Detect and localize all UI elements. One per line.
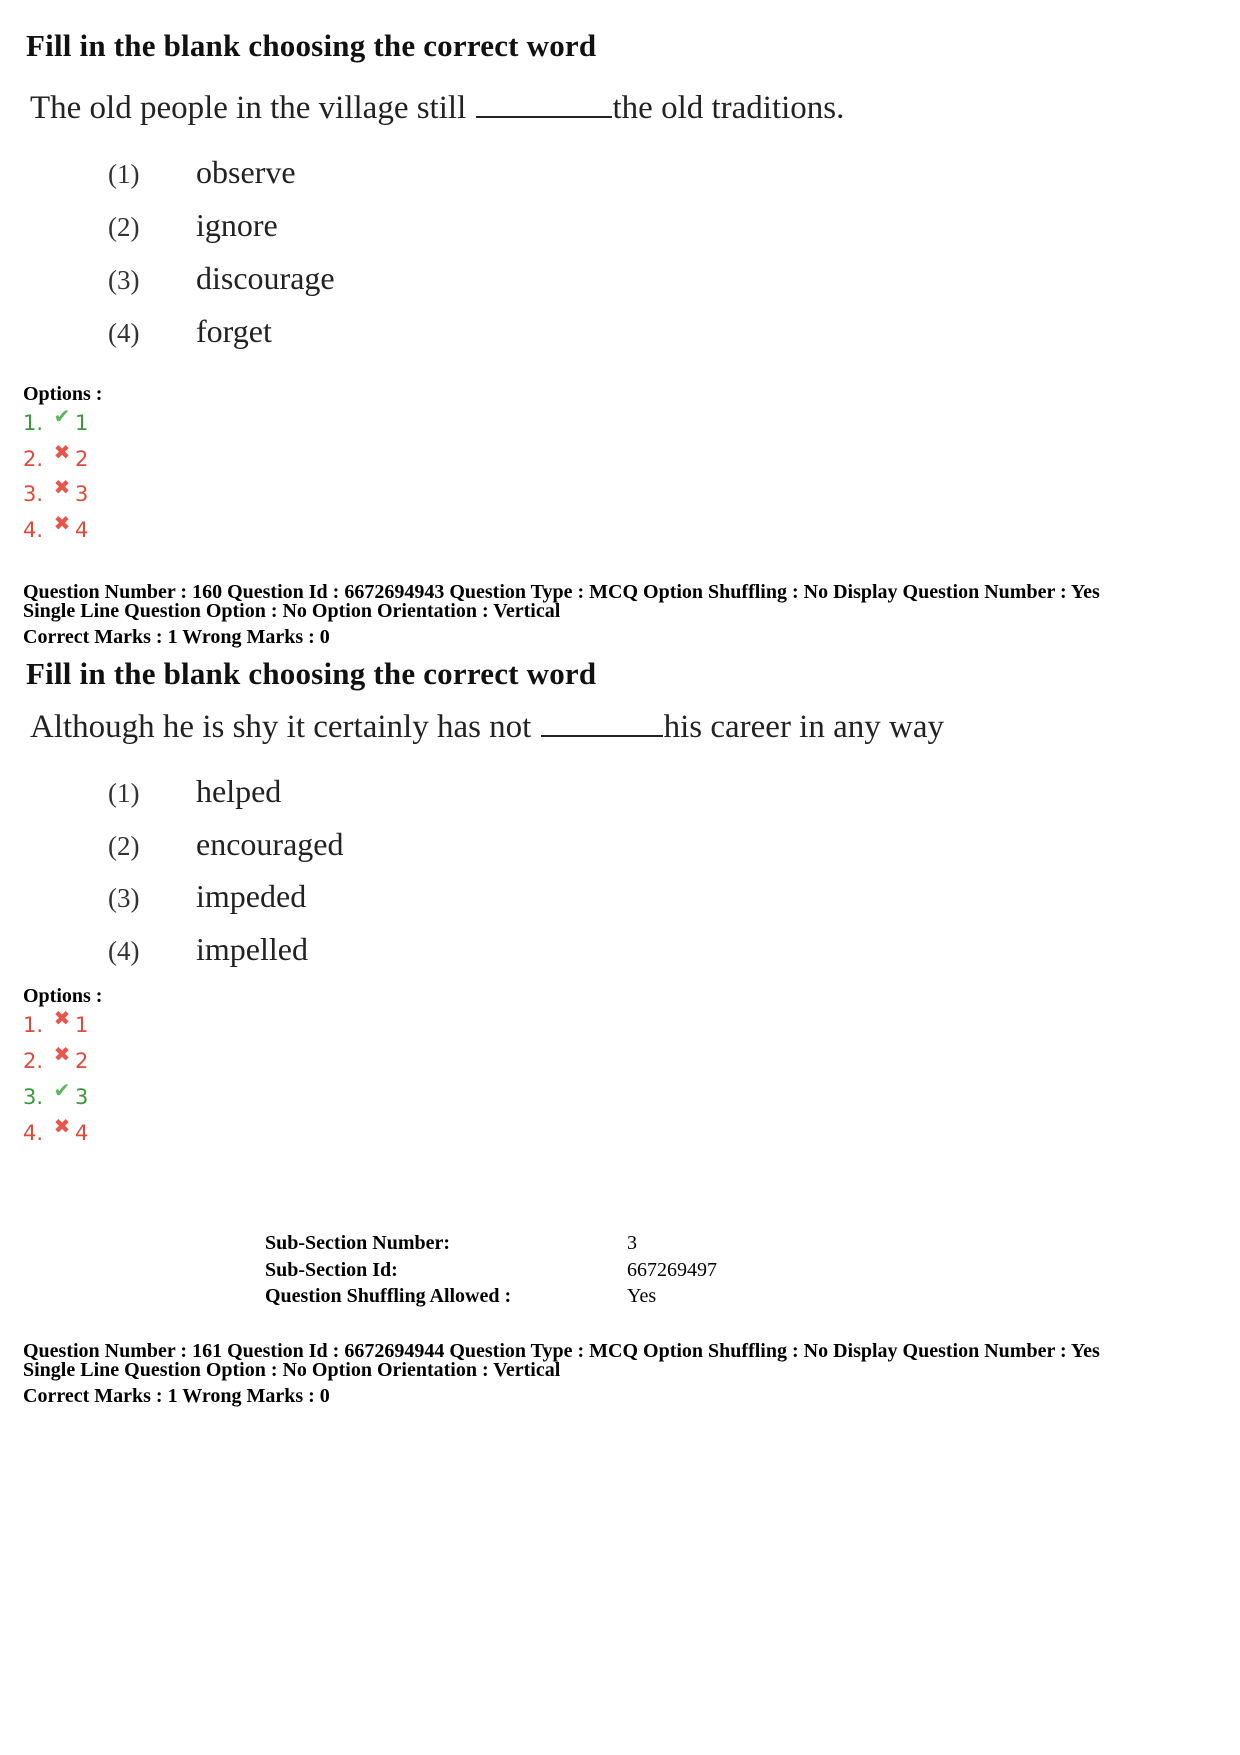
choice-number: (4) (108, 318, 140, 348)
question-160-meta-line-2: Single Line Question Option : No Option Orientation : Vertical (23, 600, 561, 622)
question-159-choice-4 (108, 313, 272, 350)
option-value: 4 (75, 1121, 89, 1145)
question-159-title: Fill in the blank choosing the correct word (26, 28, 597, 63)
choice-text: encouraged (196, 826, 344, 862)
question-159-choice-3 (108, 260, 335, 297)
choice-number: (3) (108, 265, 140, 295)
choice-text: helped (196, 773, 282, 809)
cross-icon: ✖ (53, 1042, 71, 1066)
option-index: 1. (23, 411, 44, 435)
question-159-stem (30, 90, 844, 127)
choice-number: (4) (108, 936, 140, 966)
question-160-choice-3 (108, 878, 306, 915)
cross-icon: ✖ (53, 1114, 71, 1138)
cross-icon: ✖ (53, 1006, 71, 1030)
choice-text: impelled (196, 931, 308, 967)
option-value: 3 (75, 482, 89, 506)
choice-text: discourage (196, 260, 335, 296)
option-index: 2. (23, 447, 44, 471)
check-icon: ✔ (53, 1078, 71, 1102)
option-index: 4. (23, 518, 44, 542)
question-160-choice-1 (108, 773, 281, 810)
subsection-number-label: Sub-Section Number: (265, 1232, 451, 1254)
question-161-meta-line-2: Single Line Question Option : No Option Orientation : Vertical (23, 1359, 561, 1381)
cross-icon: ✖ (53, 511, 71, 535)
cross-icon: ✖ (53, 475, 71, 499)
choice-number: (2) (108, 831, 140, 861)
option-value: 3 (75, 1085, 89, 1109)
option-index: 1. (23, 1013, 44, 1037)
check-icon: ✔ (53, 404, 71, 428)
answer-blank (476, 115, 612, 118)
options-label: Options : (23, 985, 103, 1007)
option-row-1 (23, 404, 89, 435)
subsection-id-value: 667269497 (627, 1259, 717, 1281)
stem-text-after: the old traditions. (612, 90, 845, 126)
choice-number: (2) (108, 212, 140, 242)
question-shuffling-label: Question Shuffling Allowed : (265, 1285, 512, 1307)
question-160-stem (30, 709, 944, 746)
stem-text-after: his career in any way (663, 709, 944, 745)
question-160-marks: Correct Marks : 1 Wrong Marks : 0 (23, 626, 330, 648)
option-index: 4. (23, 1121, 44, 1145)
choice-text: ignore (196, 207, 278, 243)
option-row-3 (23, 475, 89, 506)
option-value: 4 (75, 518, 89, 542)
question-159-choice-1 (108, 154, 296, 191)
option-row-4 (23, 511, 89, 542)
choice-text: observe (196, 154, 296, 190)
choice-text: impeded (196, 878, 307, 914)
question-160-choice-2 (108, 826, 343, 863)
choice-text: forget (196, 313, 272, 349)
option-row-2 (23, 1042, 89, 1073)
options-label: Options : (23, 383, 103, 405)
answer-blank (541, 734, 663, 737)
option-row-2 (23, 440, 89, 471)
choice-number: (1) (108, 159, 140, 189)
choice-number: (1) (108, 778, 140, 808)
question-159-choice-2 (108, 207, 278, 244)
option-value: 1 (75, 1013, 89, 1037)
subsection-number-value: 3 (627, 1232, 637, 1254)
question-160-meta-line-1: Question Number : 160 Question Id : 6672694943 Question Type : MCQ Option Shuffling : No Display Question Number : Yes (23, 581, 1100, 603)
question-161-marks: Correct Marks : 1 Wrong Marks : 0 (23, 1385, 330, 1407)
question-160-choice-4 (108, 931, 308, 968)
option-index: 3. (23, 482, 44, 506)
choice-number: (3) (108, 883, 140, 913)
stem-text-before: Although he is shy it certainly has not (30, 709, 532, 745)
option-index: 3. (23, 1085, 44, 1109)
option-row-3 (23, 1078, 89, 1109)
question-160-title: Fill in the blank choosing the correct word (26, 656, 597, 691)
option-index: 2. (23, 1049, 44, 1073)
option-value: 2 (75, 447, 89, 471)
question-161-meta-line-1: Question Number : 161 Question Id : 6672694944 Question Type : MCQ Option Shuffling : No Display Question Number : Yes (23, 1340, 1100, 1362)
option-row-4 (23, 1114, 89, 1145)
cross-icon: ✖ (53, 440, 71, 464)
subsection-id-label: Sub-Section Id: (265, 1259, 398, 1281)
option-value: 2 (75, 1049, 89, 1073)
option-value: 1 (75, 411, 89, 435)
option-row-1 (23, 1006, 89, 1037)
question-shuffling-value: Yes (627, 1285, 657, 1307)
stem-text-before: The old people in the village still (30, 90, 467, 126)
